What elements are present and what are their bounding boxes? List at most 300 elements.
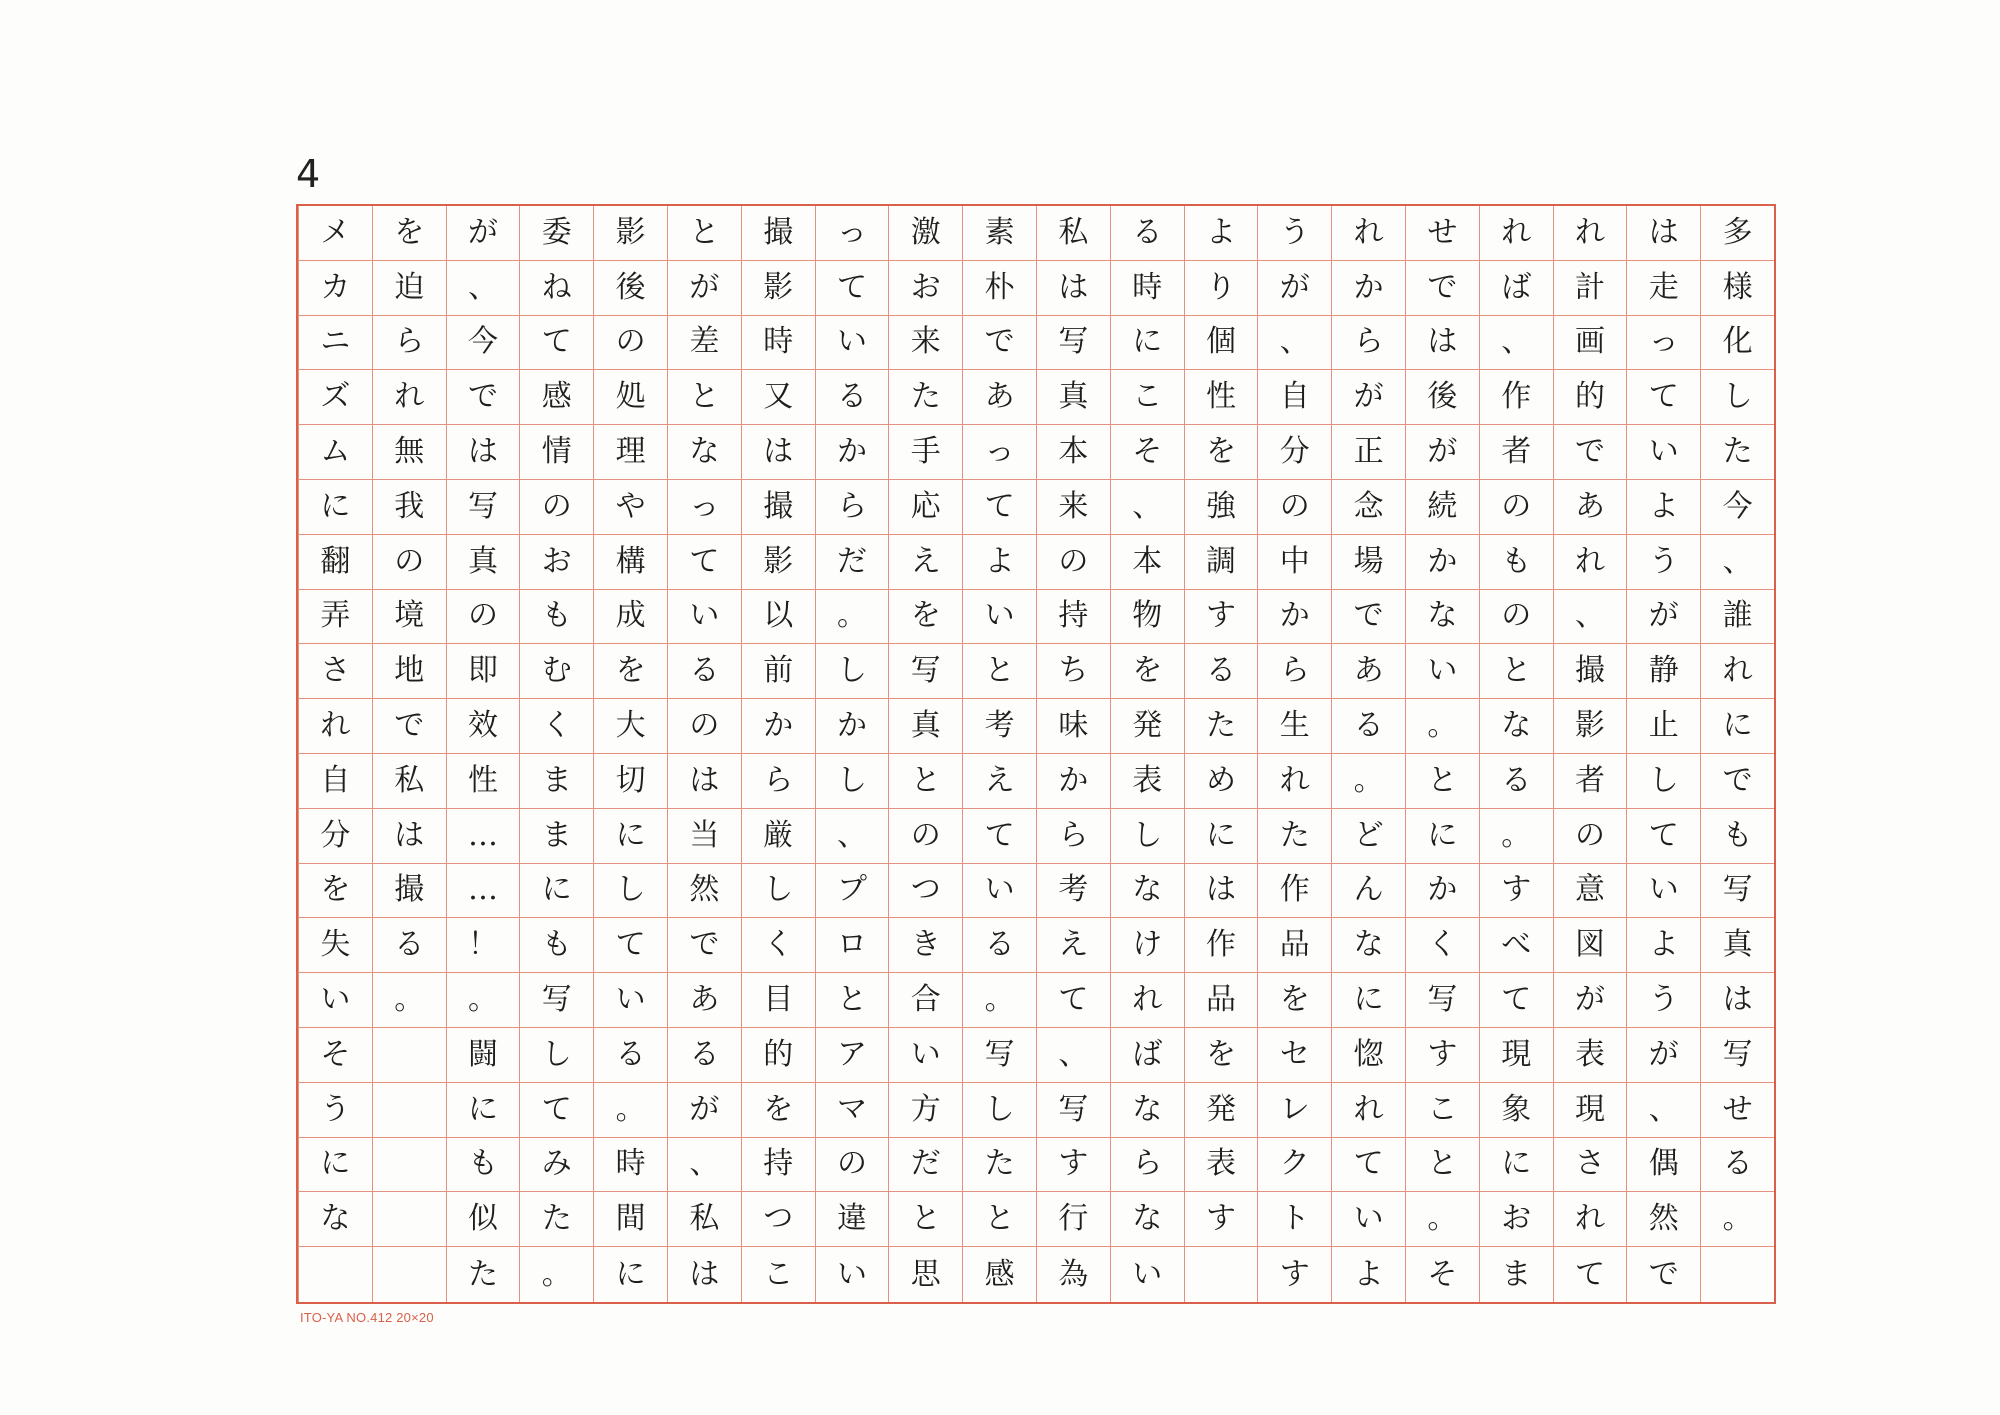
grid-cell: を [372, 206, 446, 261]
grid-cell: 者 [1553, 754, 1627, 809]
grid-cell: が [1626, 1028, 1700, 1083]
grid-cell: れ [1331, 1083, 1405, 1138]
grid-cell: 、 [1626, 1083, 1700, 1138]
grid-cell: が [1553, 973, 1627, 1028]
grid-cell: 、 [1553, 590, 1627, 645]
grid-cell: 。 [962, 973, 1036, 1028]
grid-cell: 写 [1405, 973, 1479, 1028]
grid-cell: に [1479, 1138, 1553, 1193]
grid-cell: あ [1553, 480, 1627, 535]
grid-cell: ニ [298, 316, 372, 371]
grid-cell: 切 [593, 754, 667, 809]
grid-cell: と [962, 1192, 1036, 1247]
grid-cell: ！ [446, 918, 520, 973]
grid-cell: か [1405, 864, 1479, 919]
grid-cell: し [1626, 754, 1700, 809]
grid-cell: 構 [593, 535, 667, 590]
grid-cell: 後 [1405, 370, 1479, 425]
grid-cell: を [1257, 973, 1331, 1028]
grid-cell: 処 [593, 370, 667, 425]
grid-cell: が [1626, 590, 1700, 645]
grid-cell: 即 [446, 644, 520, 699]
grid-cell: 本 [1110, 535, 1184, 590]
grid-cell: を [298, 864, 372, 919]
grid-cell: い [1331, 1192, 1405, 1247]
grid-cell: 走 [1626, 261, 1700, 316]
grid-cell: 影 [1553, 699, 1627, 754]
grid-cell: 持 [1036, 590, 1110, 645]
grid-cell: 、 [815, 809, 889, 864]
grid-cell: 的 [1553, 370, 1627, 425]
grid-cell: に [298, 1138, 372, 1193]
grid-cell: 計 [1553, 261, 1627, 316]
grid-cell: な [1110, 1192, 1184, 1247]
grid-cell: 成 [593, 590, 667, 645]
grid-cell: 作 [1257, 864, 1331, 919]
grid-cell: お [1479, 1192, 1553, 1247]
paper-brand-label: ITO-YA NO.412 20×20 [300, 1310, 434, 1325]
grid-cell: で [1405, 261, 1479, 316]
grid-cell: い [1405, 644, 1479, 699]
grid-cell: の [1036, 535, 1110, 590]
grid-cell: も [1700, 809, 1774, 864]
grid-cell: 多 [1700, 206, 1774, 261]
grid-cell: 影 [741, 261, 815, 316]
grid-cell: し [815, 754, 889, 809]
grid-cell: ん [1331, 864, 1405, 919]
grid-cell: に [593, 1247, 667, 1302]
grid-cell: を [1184, 1028, 1258, 1083]
grid-cell: 。 [1405, 699, 1479, 754]
grid-cell: 様 [1700, 261, 1774, 316]
grid-cell: っ [667, 480, 741, 535]
grid-cell: ま [519, 754, 593, 809]
grid-cell: を [1110, 644, 1184, 699]
grid-cell: 作 [1479, 370, 1553, 425]
grid-cell: 場 [1331, 535, 1405, 590]
grid-cell: く [741, 918, 815, 973]
grid-cell: 画 [1553, 316, 1627, 371]
grid-cell: べ [1479, 918, 1553, 973]
grid-cell: で [1553, 425, 1627, 480]
grid-cell: し [1110, 809, 1184, 864]
grid-cell: す [1184, 1192, 1258, 1247]
grid-cell: 現 [1479, 1028, 1553, 1083]
grid-cell: か [1036, 754, 1110, 809]
grid-cell: 、 [1479, 316, 1553, 371]
grid-cell: し [519, 1028, 593, 1083]
grid-cell: 止 [1626, 699, 1700, 754]
grid-cell: み [519, 1138, 593, 1193]
grid-cell: で [372, 699, 446, 754]
grid-cell: め [1184, 754, 1258, 809]
grid-cell: 。 [815, 590, 889, 645]
grid-cell: 中 [1257, 535, 1331, 590]
grid-cell: が [446, 206, 520, 261]
grid-cell: て [815, 261, 889, 316]
grid-cell: え [1036, 918, 1110, 973]
grid-cell: ズ [298, 370, 372, 425]
grid-cell: 真 [1700, 918, 1774, 973]
grid-cell: て [1036, 973, 1110, 1028]
grid-cell: 偶 [1626, 1138, 1700, 1193]
grid-cell [372, 1083, 446, 1138]
grid-cell: る [593, 1028, 667, 1083]
grid-cell: 表 [1184, 1138, 1258, 1193]
grid-cell: は [1036, 261, 1110, 316]
grid-cell: 今 [446, 316, 520, 371]
grid-cell: だ [815, 535, 889, 590]
grid-cell: く [1405, 918, 1479, 973]
grid-cell: そ [1110, 425, 1184, 480]
grid-cell: い [298, 973, 372, 1028]
grid-cell: 今 [1700, 480, 1774, 535]
grid-cell: 真 [888, 699, 962, 754]
grid-cell: ら [372, 316, 446, 371]
grid-cell: 生 [1257, 699, 1331, 754]
grid-cell: い [962, 590, 1036, 645]
grid-cell: の [593, 316, 667, 371]
grid-cell: に [446, 1083, 520, 1138]
grid-cell: そ [1405, 1247, 1479, 1302]
grid-cell [372, 1138, 446, 1193]
grid-cell: な [298, 1192, 372, 1247]
grid-cell: 我 [372, 480, 446, 535]
grid-cell: で [962, 316, 1036, 371]
grid-cell: っ [962, 425, 1036, 480]
grid-cell: 理 [593, 425, 667, 480]
grid-cell: 然 [667, 864, 741, 919]
grid-cell: ば [1110, 1028, 1184, 1083]
grid-cell: 。 [446, 973, 520, 1028]
grid-cell: 本 [1036, 425, 1110, 480]
grid-cell: と [667, 370, 741, 425]
grid-cell: れ [1479, 206, 1553, 261]
grid-cell: た [1700, 425, 1774, 480]
grid-cell: れ [1700, 644, 1774, 699]
grid-cell: え [962, 754, 1036, 809]
grid-cell: れ [1553, 1192, 1627, 1247]
grid-cell: 誰 [1700, 590, 1774, 645]
grid-cell: 写 [888, 644, 962, 699]
grid-cell: か [741, 699, 815, 754]
grid-cell: れ [1257, 754, 1331, 809]
grid-cell: か [1405, 535, 1479, 590]
grid-cell: も [446, 1138, 520, 1193]
grid-cell: 作 [1184, 918, 1258, 973]
grid-cell: の [888, 809, 962, 864]
grid-cell: て [519, 316, 593, 371]
grid-cell: て [1553, 1247, 1627, 1302]
grid-cell: 境 [372, 590, 446, 645]
grid-cell: て [962, 480, 1036, 535]
grid-cell: 私 [667, 1192, 741, 1247]
grid-cell: 朴 [962, 261, 1036, 316]
grid-cell [372, 1192, 446, 1247]
grid-cell: 品 [1184, 973, 1258, 1028]
grid-cell: っ [815, 206, 889, 261]
grid-cell: で [1626, 1247, 1700, 1302]
grid-cell: 現 [1553, 1083, 1627, 1138]
grid-cell: こ [741, 1247, 815, 1302]
grid-cell: 後 [593, 261, 667, 316]
grid-cell: 続 [1405, 480, 1479, 535]
grid-cell: 。 [1331, 754, 1405, 809]
grid-cell: 間 [593, 1192, 667, 1247]
grid-cell: の [372, 535, 446, 590]
grid-cell: ア [815, 1028, 889, 1083]
grid-cell: に [1405, 809, 1479, 864]
grid-cell: 素 [962, 206, 1036, 261]
grid-cell: ト [1257, 1192, 1331, 1247]
grid-cell: 正 [1331, 425, 1405, 480]
grid-cell: 発 [1110, 699, 1184, 754]
grid-cell: に [593, 809, 667, 864]
grid-cell: 性 [1184, 370, 1258, 425]
grid-cell: 私 [372, 754, 446, 809]
grid-cell: の [815, 1138, 889, 1193]
grid-cell: 撮 [741, 480, 815, 535]
grid-cell [372, 1247, 446, 1302]
grid-cell: 翻 [298, 535, 372, 590]
grid-cell: は [1405, 316, 1479, 371]
grid-cell: 時 [1110, 261, 1184, 316]
grid-cell: 差 [667, 316, 741, 371]
grid-cell: 然 [1626, 1192, 1700, 1247]
grid-cell: た [446, 1247, 520, 1302]
grid-cell: 強 [1184, 480, 1258, 535]
grid-cell: な [1110, 864, 1184, 919]
grid-cell: 、 [1110, 480, 1184, 535]
grid-cell: よ [1626, 918, 1700, 973]
grid-cell: が [1405, 425, 1479, 480]
grid-cell: を [593, 644, 667, 699]
grid-cell: 写 [446, 480, 520, 535]
grid-cell: 念 [1331, 480, 1405, 535]
grid-cell: 自 [1257, 370, 1331, 425]
grid-cell: 品 [1257, 918, 1331, 973]
grid-cell: 写 [962, 1028, 1036, 1083]
grid-cell: … [446, 864, 520, 919]
grid-cell: 個 [1184, 316, 1258, 371]
grid-cell: 化 [1700, 316, 1774, 371]
grid-cell: け [1110, 918, 1184, 973]
grid-cell: い [1626, 864, 1700, 919]
grid-cell: で [446, 370, 520, 425]
grid-cell: な [1331, 918, 1405, 973]
grid-cell: 又 [741, 370, 815, 425]
grid-cell: ま [519, 809, 593, 864]
grid-cell: 写 [1700, 1028, 1774, 1083]
grid-cell [1184, 1247, 1258, 1302]
grid-cell: の [1479, 590, 1553, 645]
grid-cell: 無 [372, 425, 446, 480]
grid-cell: い [962, 864, 1036, 919]
grid-cell: い [1626, 425, 1700, 480]
grid-cell: ら [1257, 644, 1331, 699]
grid-cell: す [1479, 864, 1553, 919]
grid-cell: る [1110, 206, 1184, 261]
grid-cell: 失 [298, 918, 372, 973]
grid-cell: ね [519, 261, 593, 316]
grid-cell: 委 [519, 206, 593, 261]
grid-cell: こ [1405, 1083, 1479, 1138]
grid-cell: 者 [1479, 425, 1553, 480]
grid-cell: 效 [446, 699, 520, 754]
grid-cell: 当 [667, 809, 741, 864]
grid-cell: と [962, 644, 1036, 699]
grid-cell: や [593, 480, 667, 535]
grid-cell: て [1479, 973, 1553, 1028]
grid-cell: 意 [1553, 864, 1627, 919]
grid-cell: っ [1626, 316, 1700, 371]
grid-cell: の [1257, 480, 1331, 535]
grid-cell: ロ [815, 918, 889, 973]
grid-cell [372, 1028, 446, 1083]
grid-cell: る [372, 918, 446, 973]
grid-cell: 、 [1257, 316, 1331, 371]
grid-cell: 図 [1553, 918, 1627, 973]
grid-cell: な [1110, 1083, 1184, 1138]
grid-cell: ど [1331, 809, 1405, 864]
grid-cell: の [446, 590, 520, 645]
grid-cell: き [888, 918, 962, 973]
grid-cell: ら [815, 480, 889, 535]
grid-cell: 感 [962, 1247, 1036, 1302]
grid-cell: 調 [1184, 535, 1258, 590]
grid-cell: と [1405, 754, 1479, 809]
grid-cell: 自 [298, 754, 372, 809]
grid-cell: 真 [446, 535, 520, 590]
grid-cell: て [667, 535, 741, 590]
grid-cell: ら [1331, 316, 1405, 371]
grid-cell: ら [1110, 1138, 1184, 1193]
grid-cell: 時 [741, 316, 815, 371]
grid-cell: よ [962, 535, 1036, 590]
grid-cell: 弄 [298, 590, 372, 645]
grid-cell: す [1184, 590, 1258, 645]
grid-cell: お [888, 261, 962, 316]
grid-cell: は [667, 1247, 741, 1302]
grid-cell: か [815, 425, 889, 480]
grid-cell: 、 [1036, 1028, 1110, 1083]
grid-cell: 写 [1036, 316, 1110, 371]
grid-cell: レ [1257, 1083, 1331, 1138]
grid-cell: 行 [1036, 1192, 1110, 1247]
grid-cell: せ [1700, 1083, 1774, 1138]
grid-cell: で [667, 918, 741, 973]
grid-cell: に [519, 864, 593, 919]
grid-cell: て [519, 1083, 593, 1138]
grid-cell: れ [1110, 973, 1184, 1028]
grid-cell: つ [741, 1192, 815, 1247]
grid-cell: を [1184, 425, 1258, 480]
grid-cell: よ [1331, 1247, 1405, 1302]
grid-cell: の [519, 480, 593, 535]
grid-cell: う [1626, 973, 1700, 1028]
grid-cell: し [1700, 370, 1774, 425]
grid-cell: 思 [888, 1247, 962, 1302]
grid-cell: い [888, 1028, 962, 1083]
grid-cell: 。 [1479, 809, 1553, 864]
grid-cell: 情 [519, 425, 593, 480]
grid-cell: ま [1479, 1247, 1553, 1302]
grid-cell: る [1331, 699, 1405, 754]
grid-cell: 表 [1110, 754, 1184, 809]
grid-cell: し [962, 1083, 1036, 1138]
grid-cell: 静 [1626, 644, 1700, 699]
grid-cell: さ [1553, 1138, 1627, 1193]
grid-cell: 。 [372, 973, 446, 1028]
grid-cell: か [1331, 261, 1405, 316]
grid-cell: 発 [1184, 1083, 1258, 1138]
grid-cell: 撮 [372, 864, 446, 919]
grid-cell: か [1257, 590, 1331, 645]
grid-cell: る [962, 918, 1036, 973]
grid-cell: る [667, 1028, 741, 1083]
grid-cell: 地 [372, 644, 446, 699]
grid-cell: に [1700, 699, 1774, 754]
grid-cell: あ [962, 370, 1036, 425]
grid-cell: 私 [1036, 206, 1110, 261]
grid-cell: て [962, 809, 1036, 864]
grid-cell: メ [298, 206, 372, 261]
grid-cell: 。 [1700, 1192, 1774, 1247]
grid-cell: い [667, 590, 741, 645]
grid-cell: う [1257, 206, 1331, 261]
grid-cell: は [372, 809, 446, 864]
grid-cell: せ [1405, 206, 1479, 261]
grid-cell: 来 [888, 316, 962, 371]
manuscript-grid [296, 204, 1776, 1304]
grid-cell [1700, 1247, 1774, 1302]
grid-cell: と [888, 754, 962, 809]
grid-cell: 感 [519, 370, 593, 425]
grid-cell: を [741, 1083, 815, 1138]
grid-cell: 、 [667, 1138, 741, 1193]
grid-cell: で [1331, 590, 1405, 645]
grid-cell: り [1184, 261, 1258, 316]
grid-cell: も [1479, 535, 1553, 590]
grid-cell: つ [888, 864, 962, 919]
grid-cell: れ [1553, 206, 1627, 261]
grid-cell: た [962, 1138, 1036, 1193]
grid-cell: た [1184, 699, 1258, 754]
grid-cell: だ [888, 1138, 962, 1193]
grid-cell: は [446, 425, 520, 480]
page-number: 4 [296, 152, 321, 196]
grid-cell: 撮 [1553, 644, 1627, 699]
grid-cell: プ [815, 864, 889, 919]
grid-cell: て [593, 918, 667, 973]
grid-cell: 物 [1110, 590, 1184, 645]
grid-cell: ば [1479, 261, 1553, 316]
grid-cell: と [1405, 1138, 1479, 1193]
grid-cell: な [667, 425, 741, 480]
grid-cell: 厳 [741, 809, 815, 864]
grid-cell: い [815, 316, 889, 371]
grid-cell: … [446, 809, 520, 864]
grid-cell: の [1479, 480, 1553, 535]
grid-cell [298, 1247, 372, 1302]
grid-cell: 表 [1553, 1028, 1627, 1083]
grid-cell: し [593, 864, 667, 919]
grid-cell: れ [1331, 206, 1405, 261]
grid-cell: 似 [446, 1192, 520, 1247]
grid-cell: ら [741, 754, 815, 809]
grid-cell: れ [372, 370, 446, 425]
grid-cell: 写 [1036, 1083, 1110, 1138]
